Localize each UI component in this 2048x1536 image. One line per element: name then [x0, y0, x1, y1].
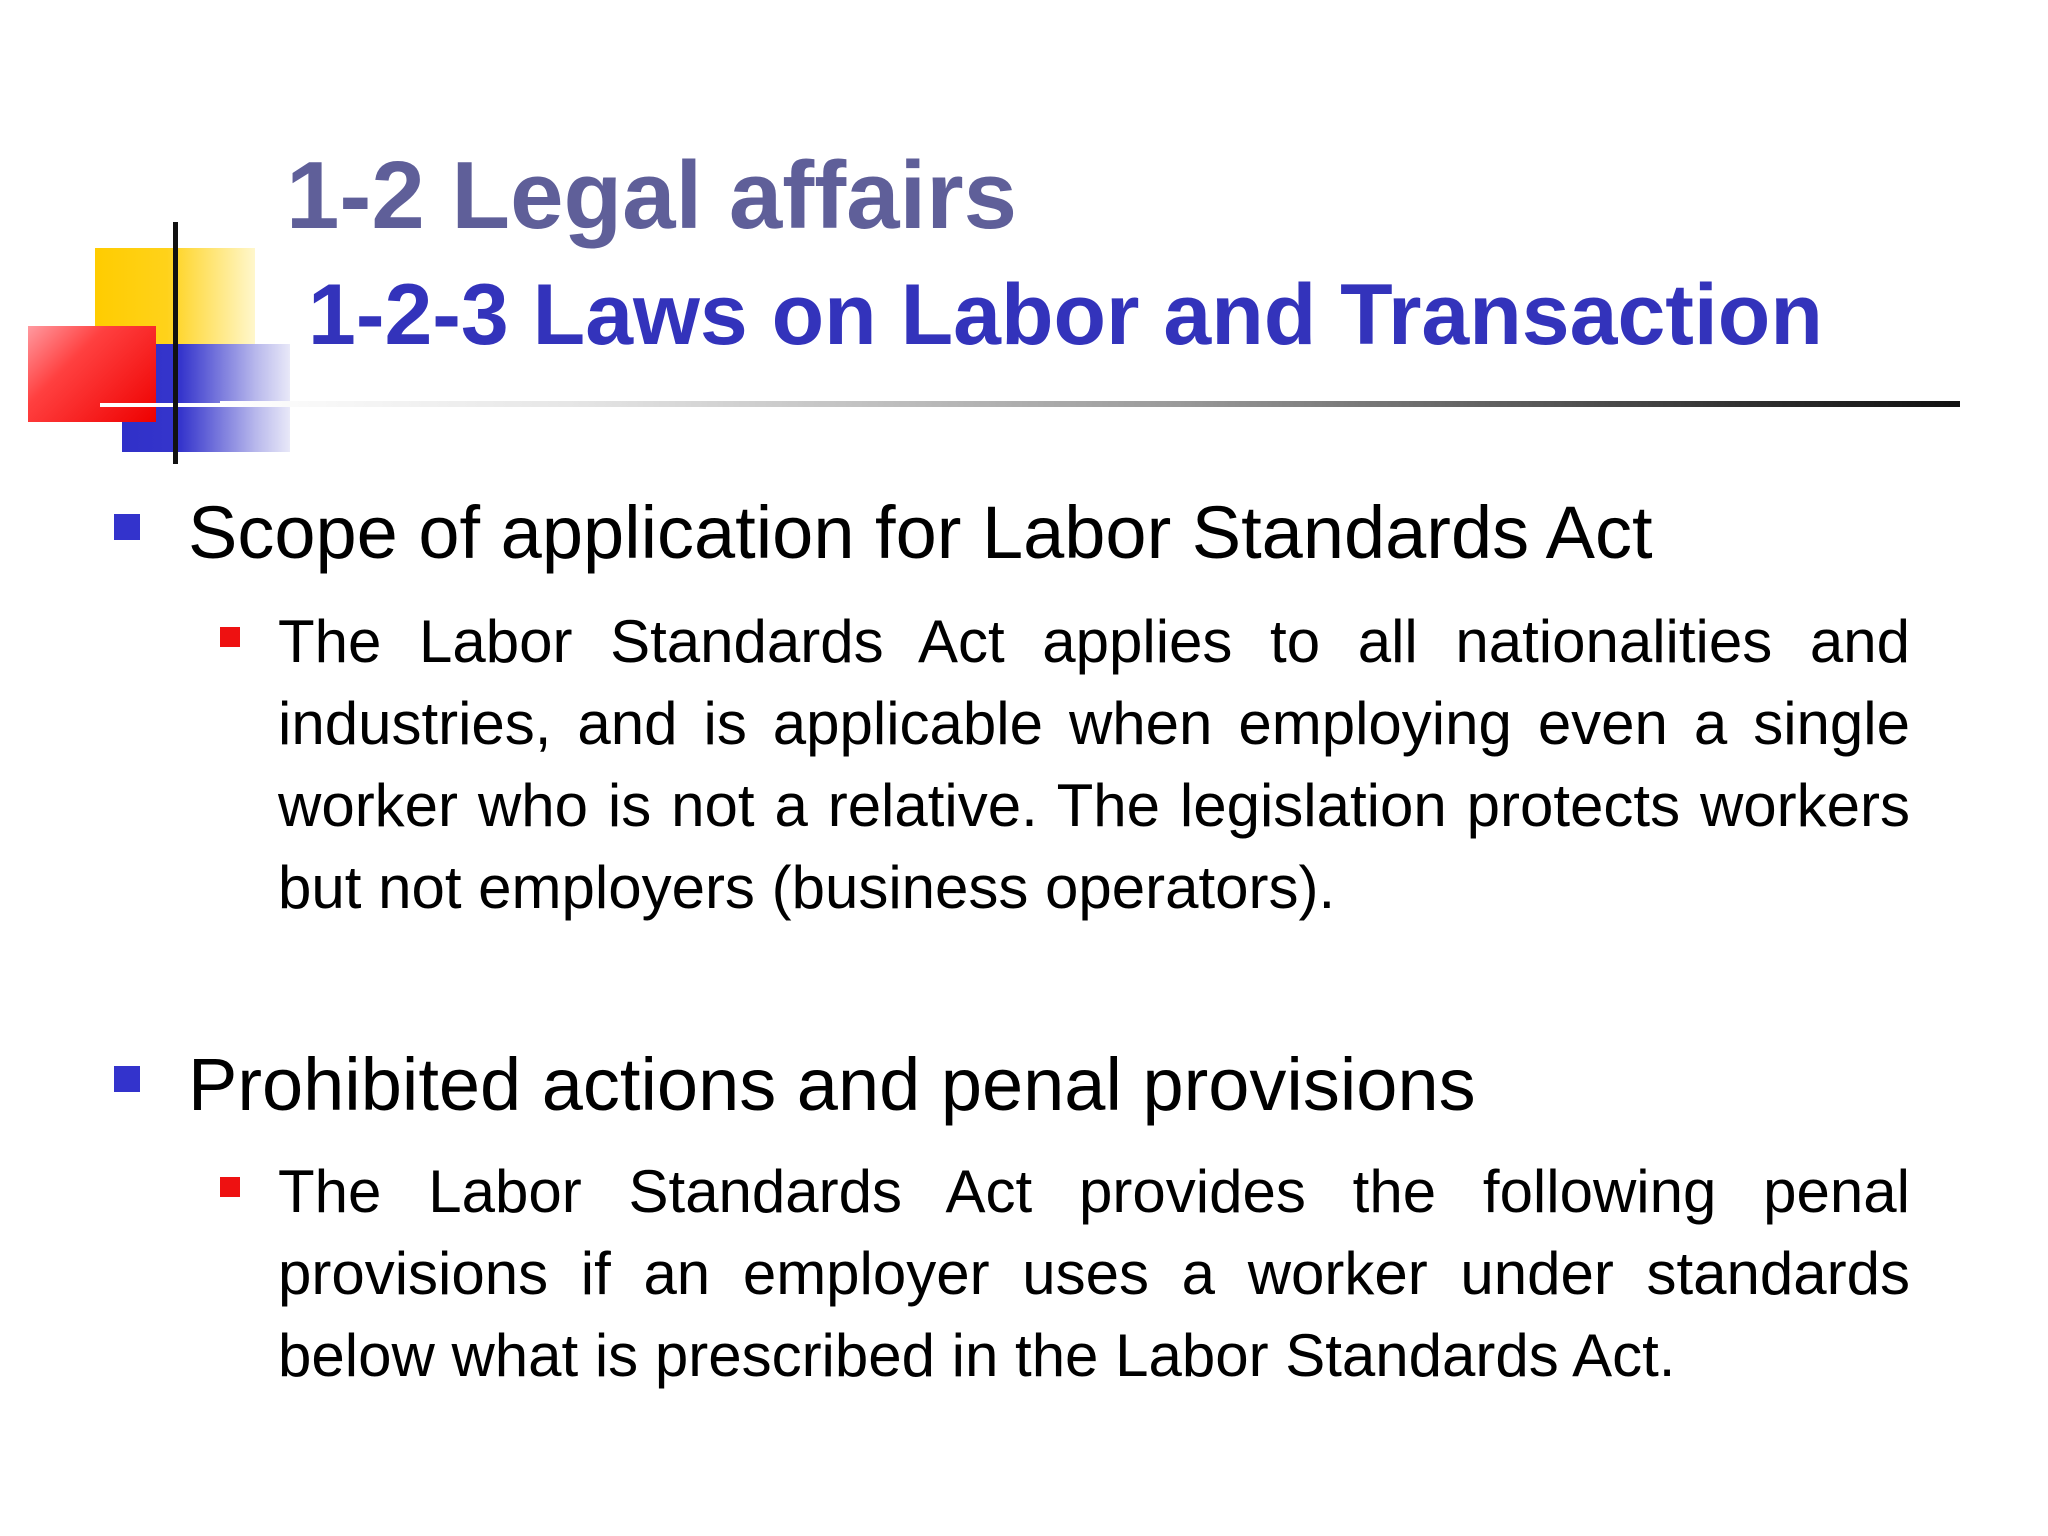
- slide-title: 1-2 Legal affairs: [286, 142, 1017, 249]
- bullet-marker: [114, 514, 140, 540]
- bullet-marker: [114, 1066, 140, 1092]
- title-divider: [220, 401, 1960, 407]
- sub-bullet-marker: [220, 1177, 240, 1197]
- decorative-logo: [0, 0, 300, 470]
- sub-bullet-marker: [220, 627, 240, 647]
- sub-bullet-item: The Labor Standards Act applies to all nationalities and industries, and is applicable when employing even a single worker who is not a relative. The legislation protects workers but not employers (business operators).: [278, 608, 1910, 921]
- bullet-item: Scope of application for Labor Standards Act: [188, 491, 1653, 574]
- slide-subtitle: 1-2-3 Laws on Labor and Transaction: [308, 267, 1823, 363]
- logo-vertical-line: [173, 222, 178, 464]
- sub-bullet-item: The Labor Standards Act provides the following penal provisions if an employer uses a worker under standards below what is prescribed in the Labor Standards Act.: [278, 1158, 1910, 1389]
- logo-red-square: [28, 326, 156, 422]
- bullet-item: Prohibited actions and penal provisions: [188, 1043, 1476, 1126]
